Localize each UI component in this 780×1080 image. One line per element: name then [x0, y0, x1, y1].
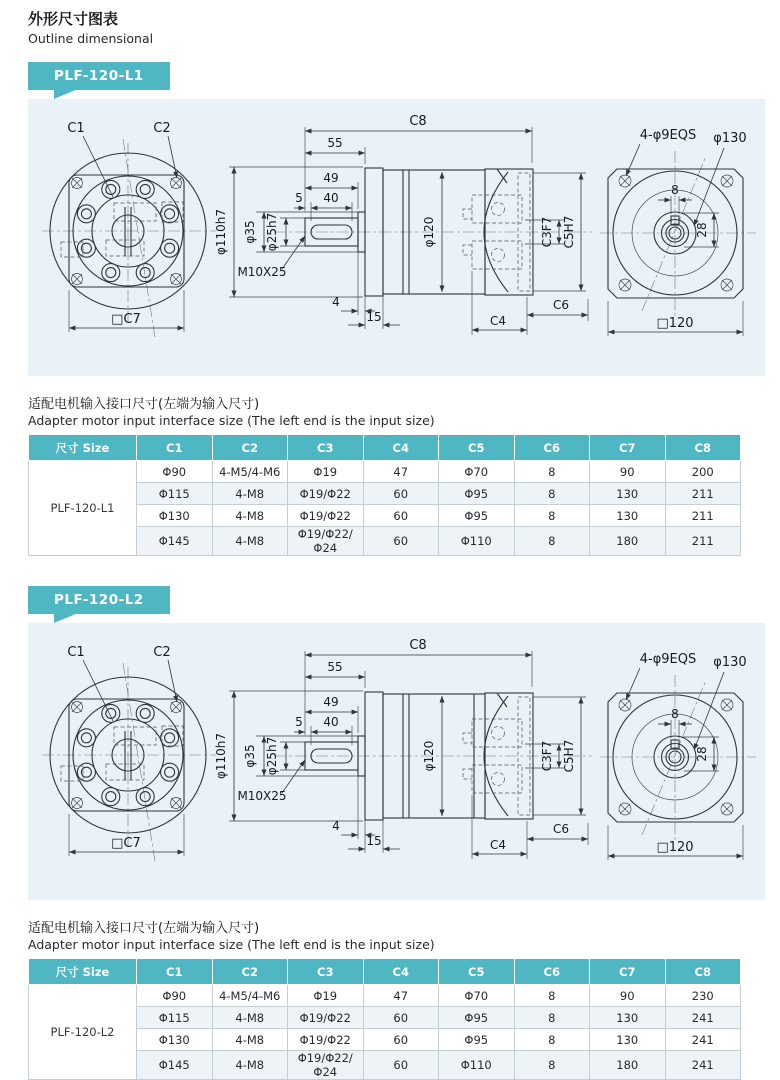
table-row: [29, 985, 741, 1007]
table-cell: 8: [514, 461, 590, 483]
column-header: C5: [439, 959, 515, 985]
table-cell: 4-M8: [212, 1007, 288, 1029]
table-cell: 130: [590, 505, 666, 527]
table-cell: Φ95: [439, 1029, 515, 1051]
front-view: [42, 645, 216, 861]
dim-55: 55: [327, 136, 343, 150]
dim-d130: φ130: [713, 131, 747, 146]
column-header: C6: [514, 435, 590, 461]
dim-28: 28: [695, 222, 709, 238]
dim-d110: φ110h7: [214, 732, 228, 780]
dim-c2: C2: [153, 645, 171, 660]
table-cell: 241: [665, 1007, 741, 1029]
dim-c1: C1: [67, 645, 85, 660]
table-cell: Φ90: [137, 985, 213, 1007]
column-header: C6: [514, 959, 590, 985]
dim-40: 40: [323, 715, 339, 729]
table-cell: 47: [363, 461, 439, 483]
table-cell: Φ95: [439, 1007, 515, 1029]
dim-8: 8: [671, 707, 679, 721]
dim-d130: φ130: [713, 655, 747, 670]
dim-15: 15: [366, 834, 382, 848]
dim-5: 5: [295, 191, 303, 205]
column-header: C4: [363, 435, 439, 461]
table-cell: Φ19/Φ22: [288, 1029, 364, 1051]
table-cell: 241: [665, 1051, 741, 1080]
dim-c6: C6: [552, 298, 570, 312]
table-cell: Φ95: [439, 505, 515, 527]
column-header: C3: [288, 435, 364, 461]
model-badge: PLF-120-L1: [28, 62, 170, 90]
table-cell: 8: [514, 505, 590, 527]
table-cell: 60: [363, 527, 439, 556]
table-cell: 60: [363, 505, 439, 527]
page-subtitle: Outline dimensional: [28, 31, 154, 46]
rear-view: [600, 652, 756, 860]
dim-c7: □C7: [111, 312, 141, 327]
table-cell: 90: [590, 985, 666, 1007]
column-header: 尺寸 Size: [29, 959, 137, 985]
column-header: C1: [137, 435, 213, 461]
table-cell: 4-M8: [212, 1051, 288, 1080]
table-cell: 130: [590, 483, 666, 505]
table-row: [29, 461, 741, 483]
note-zh: 适配电机输入接口尺寸(左端为输入尺寸): [28, 397, 260, 412]
table-cell: 211: [665, 483, 741, 505]
section-plf-120-l2: [0, 586, 780, 1080]
table-cell: 211: [665, 505, 741, 527]
model-cell: PLF-120-L1: [29, 461, 137, 556]
table-cell: 4-M8: [212, 527, 288, 556]
table-cell: 241: [665, 1029, 741, 1051]
dim-sq120: □120: [656, 840, 694, 855]
table-cell: Φ145: [137, 1051, 213, 1080]
table-cell: 60: [363, 483, 439, 505]
table-cell: 8: [514, 1029, 590, 1051]
table-cell: 130: [590, 1029, 666, 1051]
spec-table-plf-120-l1: [28, 434, 741, 556]
table-cell: 47: [363, 985, 439, 1007]
table-cell: Φ95: [439, 483, 515, 505]
table-cell: Φ19/Φ22: [288, 1007, 364, 1029]
table-cell: 8: [514, 985, 590, 1007]
dim-40: 40: [323, 191, 339, 205]
dimension-drawing-l2: [28, 623, 765, 900]
dim-15: 15: [366, 310, 382, 324]
table-cell: 4-M8: [212, 483, 288, 505]
dim-c2: C2: [153, 121, 171, 136]
dim-d120: φ120: [422, 740, 436, 772]
dimension-drawing-l1: [28, 99, 765, 376]
table-cell: 60: [363, 1029, 439, 1051]
column-header: C3: [288, 959, 364, 985]
table-cell: 4-M5/4-M6: [212, 985, 288, 1007]
column-header: C1: [137, 959, 213, 985]
table-cell: 211: [665, 527, 741, 556]
column-header: C2: [212, 959, 288, 985]
rear-view: [600, 128, 756, 336]
table-cell: 8: [514, 1051, 590, 1080]
dim-8: 8: [671, 183, 679, 197]
page-title: 外形尺寸图表: [28, 10, 119, 28]
table-cell: Φ90: [137, 461, 213, 483]
model-cell: PLF-120-L2: [29, 985, 137, 1080]
dim-c4: C4: [489, 314, 507, 328]
side-view: [214, 114, 592, 335]
table-cell: Φ115: [137, 1007, 213, 1029]
dim-c1: C1: [67, 121, 85, 136]
table-cell: 8: [514, 527, 590, 556]
dim-c4: C4: [489, 838, 507, 852]
table-cell: Φ130: [137, 505, 213, 527]
table-cell: 200: [665, 461, 741, 483]
dim-49: 49: [323, 171, 339, 185]
table-cell: 180: [590, 1051, 666, 1080]
column-header: C7: [590, 435, 666, 461]
column-header: C7: [590, 959, 666, 985]
dim-4: 4: [332, 295, 340, 309]
dim-4: 4: [332, 819, 340, 833]
column-header: 尺寸 Size: [29, 435, 137, 461]
dim-49: 49: [323, 695, 339, 709]
table-cell: 4-M8: [212, 1029, 288, 1051]
dim-c5h7: C5H7: [562, 739, 576, 773]
side-view: [214, 638, 592, 859]
table-cell: 180: [590, 527, 666, 556]
dim-d25: φ25h7: [265, 736, 279, 776]
table-cell: 130: [590, 1007, 666, 1029]
column-header: C8: [665, 959, 741, 985]
table-cell: Φ19: [288, 461, 364, 483]
table-cell: Φ19/Φ22/Φ24: [288, 527, 364, 556]
dim-5: 5: [295, 715, 303, 729]
column-header: C4: [363, 959, 439, 985]
table-cell: 8: [514, 483, 590, 505]
table-cell: Φ70: [439, 461, 515, 483]
table-cell: 60: [363, 1007, 439, 1029]
table-cell: 4-M8: [212, 505, 288, 527]
dim-c8: C8: [409, 114, 427, 129]
table-cell: Φ19/Φ22: [288, 505, 364, 527]
table-cell: 4-M5/4-M6: [212, 461, 288, 483]
dim-c6: C6: [552, 822, 570, 836]
front-view: [42, 121, 216, 337]
note-en: Adapter motor input interface size (The left end is the input size): [28, 413, 435, 428]
column-header: C5: [439, 435, 515, 461]
table-cell: Φ110: [439, 527, 515, 556]
model-badge-wrap: [28, 586, 170, 614]
dim-m10: M10X25: [237, 265, 287, 279]
spec-table-plf-120-l2: [28, 958, 741, 1080]
model-badge-wrap: [28, 62, 170, 90]
dim-c7: □C7: [111, 836, 141, 851]
table-cell: Φ19/Φ22: [288, 483, 364, 505]
dim-eqs: 4-φ9EQS: [639, 128, 697, 143]
dim-c5h7: C5H7: [562, 215, 576, 249]
table-cell: 230: [665, 985, 741, 1007]
table-cell: Φ19: [288, 985, 364, 1007]
dim-m10: M10X25: [237, 789, 287, 803]
table-cell: Φ145: [137, 527, 213, 556]
dim-c3f7: C3F7: [540, 740, 554, 772]
note-zh: 适配电机输入接口尺寸(左端为输入尺寸): [28, 921, 260, 936]
dim-sq120: □120: [656, 316, 694, 331]
dim-eqs: 4-φ9EQS: [639, 652, 697, 667]
column-header: C2: [212, 435, 288, 461]
table-cell: 8: [514, 1007, 590, 1029]
technical-drawing: [28, 99, 765, 376]
dim-d120: φ120: [422, 216, 436, 248]
dim-d35: φ35: [243, 744, 257, 768]
note-en: Adapter motor input interface size (The left end is the input size): [28, 937, 435, 952]
table-cell: 60: [363, 1051, 439, 1080]
dim-c3f7: C3F7: [540, 216, 554, 248]
table-cell: Φ130: [137, 1029, 213, 1051]
dim-55: 55: [327, 660, 343, 674]
table-cell: Φ70: [439, 985, 515, 1007]
column-header: C8: [665, 435, 741, 461]
model-badge: PLF-120-L2: [28, 586, 170, 614]
dim-d35: φ35: [243, 220, 257, 244]
dim-28: 28: [695, 746, 709, 762]
dim-d110: φ110h7: [214, 208, 228, 256]
table-cell: 90: [590, 461, 666, 483]
table-cell: Φ110: [439, 1051, 515, 1080]
table-cell: Φ115: [137, 483, 213, 505]
dim-d25: φ25h7: [265, 212, 279, 252]
table-cell: Φ19/Φ22/Φ24: [288, 1051, 364, 1080]
dim-c8: C8: [409, 638, 427, 653]
technical-drawing: [28, 623, 765, 900]
section-plf-120-l1: [0, 62, 780, 556]
